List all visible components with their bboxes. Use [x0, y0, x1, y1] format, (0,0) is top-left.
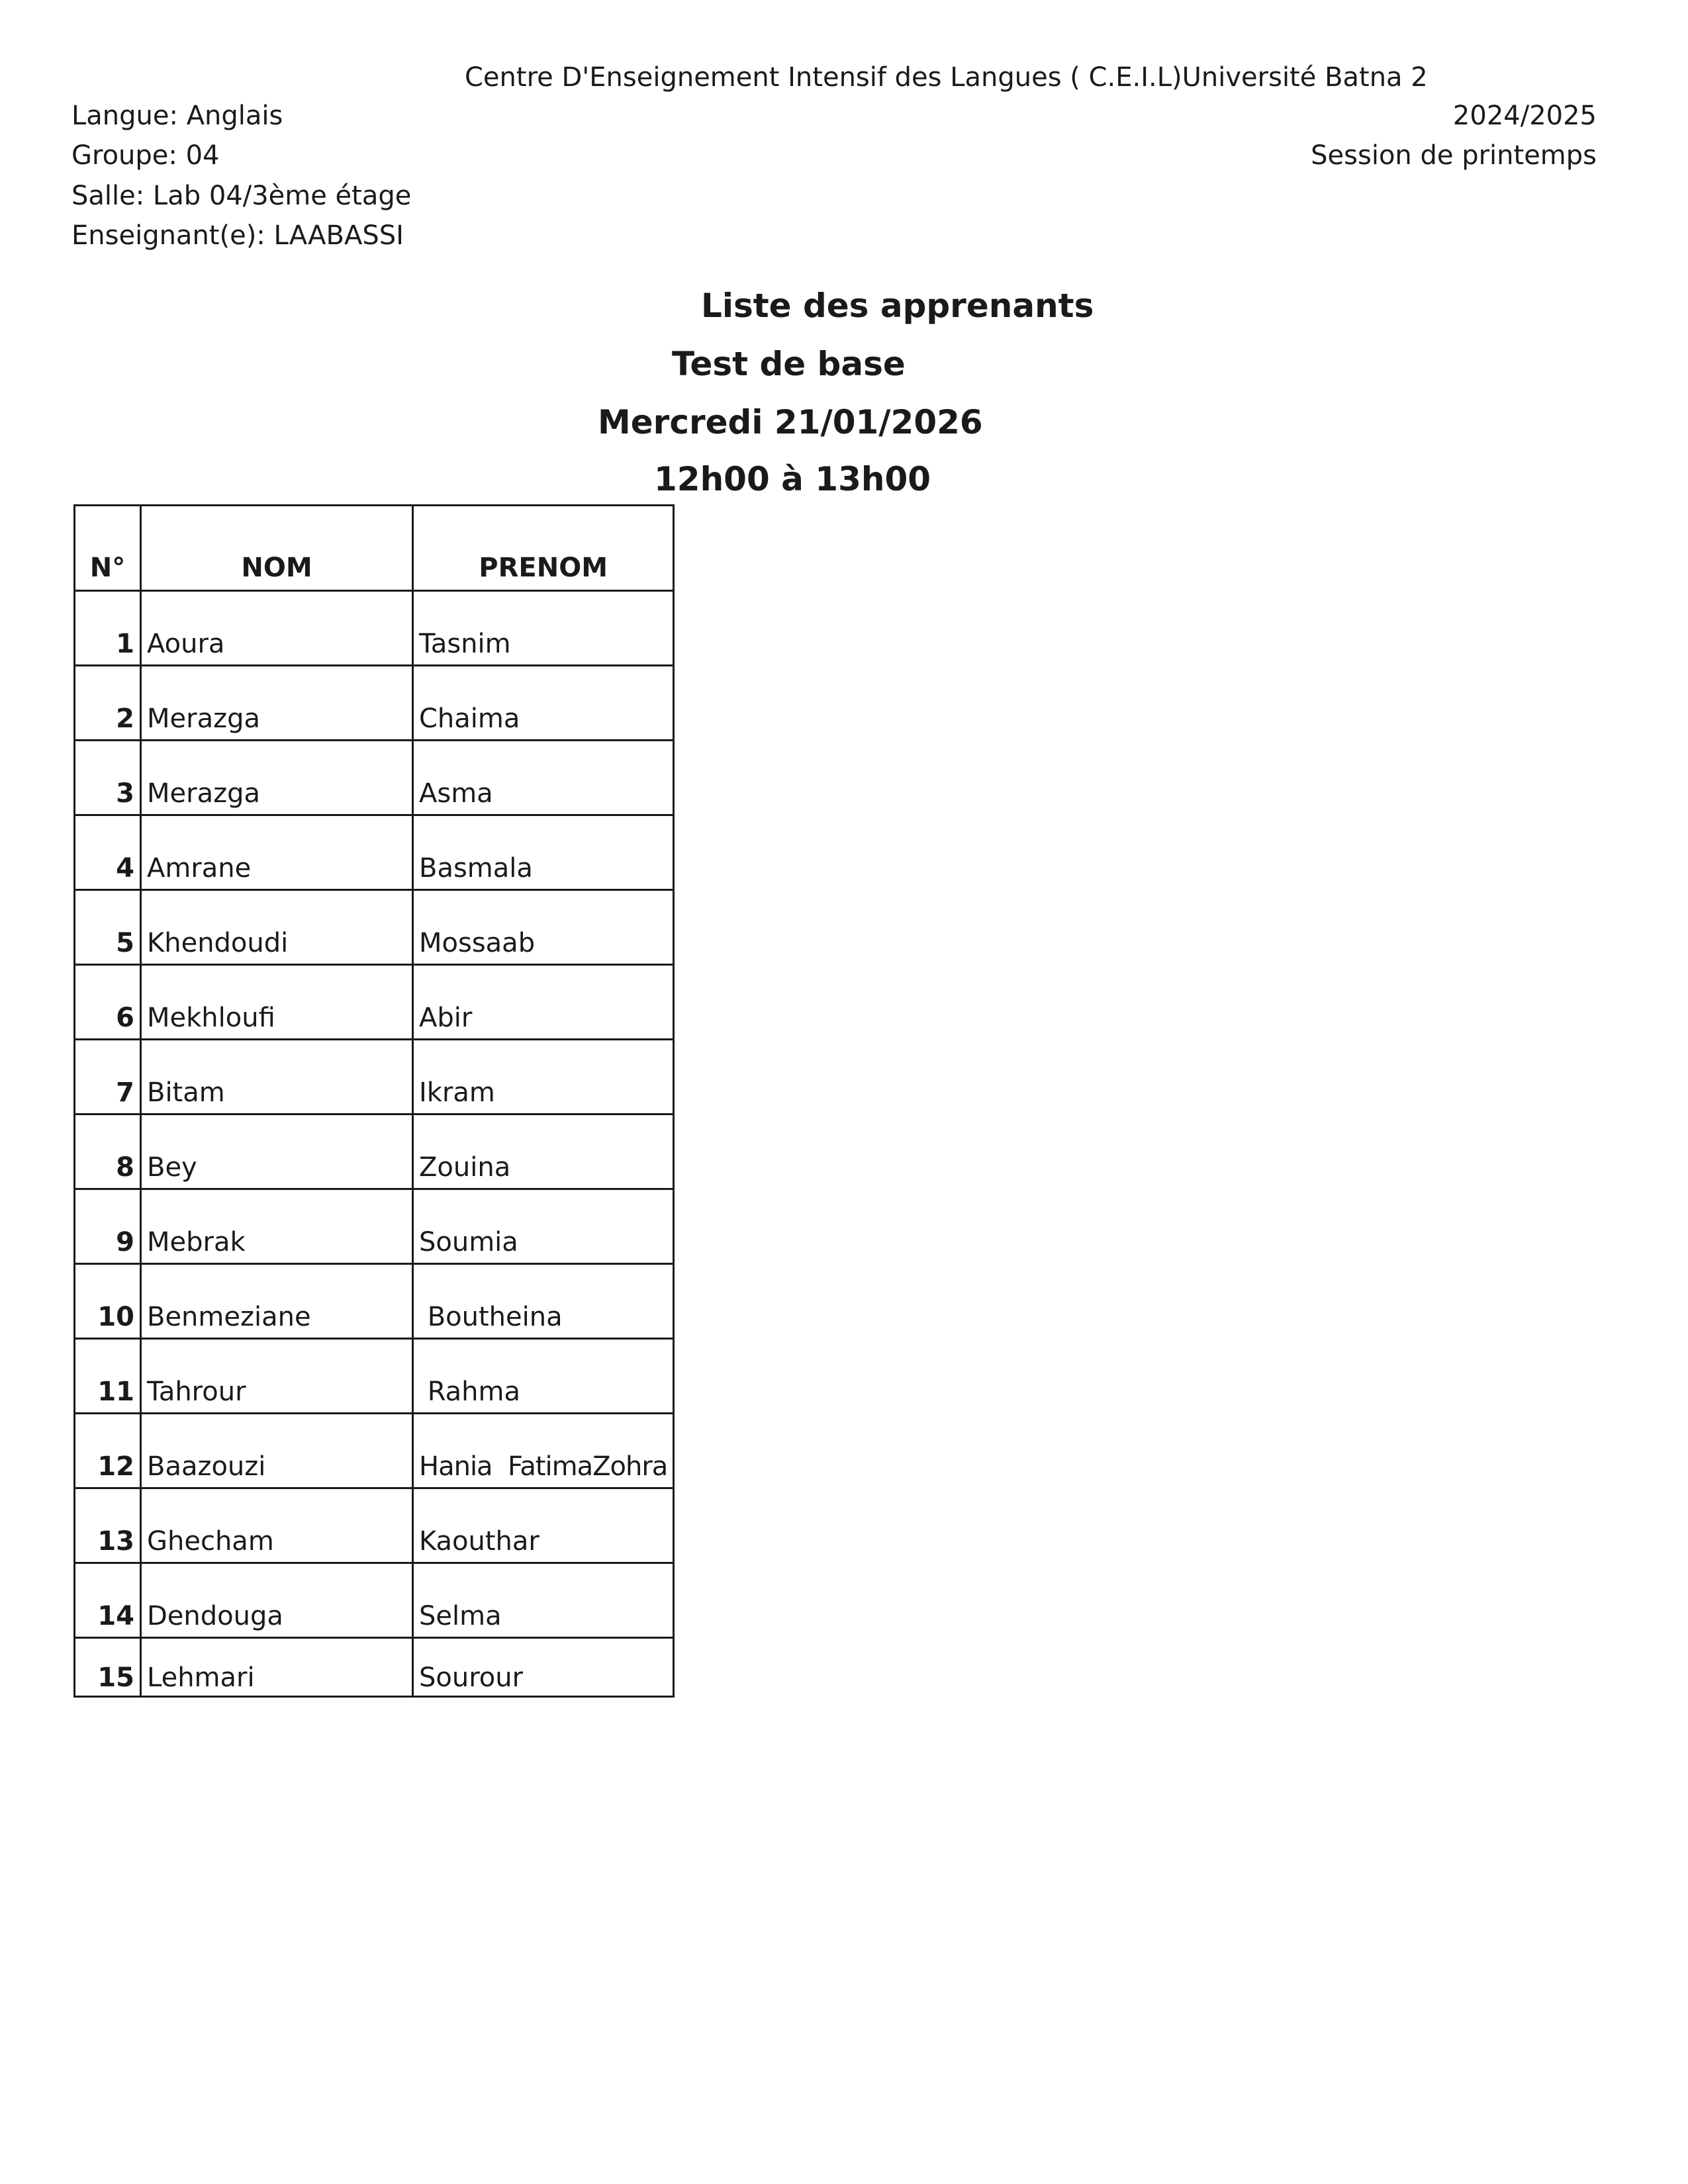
langue-label: Langue: Anglais	[71, 101, 283, 131]
header-nom: NOM	[141, 506, 413, 591]
row-nom: Aoura	[141, 591, 413, 666]
row-nom: Lehmari	[141, 1638, 413, 1697]
row-number: 1	[75, 591, 141, 666]
table-row	[75, 890, 674, 965]
table-row	[75, 965, 674, 1040]
row-prenom: Rahma	[413, 1339, 674, 1414]
row-prenom: Sourour	[413, 1638, 674, 1697]
table-row	[75, 1189, 674, 1264]
row-number: 15	[75, 1638, 141, 1697]
row-prenom: Zouina	[413, 1115, 674, 1189]
row-nom: Merazga	[141, 666, 413, 741]
row-number: 10	[75, 1264, 141, 1339]
row-prenom: Chaima	[413, 666, 674, 741]
row-prenom: Tasnim	[413, 591, 674, 666]
row-number: 4	[75, 815, 141, 890]
table-row	[75, 1264, 674, 1339]
row-number: 9	[75, 1189, 141, 1264]
row-number: 2	[75, 666, 141, 741]
row-nom: Bitam	[141, 1040, 413, 1115]
row-number: 8	[75, 1115, 141, 1189]
row-number: 14	[75, 1563, 141, 1638]
table-row	[75, 1563, 674, 1638]
groupe-label: Groupe: 04	[71, 140, 220, 171]
list-title: Liste des apprenants	[701, 287, 1094, 325]
table-row	[75, 591, 674, 666]
row-number: 5	[75, 890, 141, 965]
enseignant-label: Enseignant(e): LAABASSI	[71, 220, 404, 251]
table-row	[75, 666, 674, 741]
table-row	[75, 1414, 674, 1488]
header-number: N°	[75, 506, 141, 591]
test-title: Test de base	[672, 345, 906, 383]
table-row	[75, 1339, 674, 1414]
row-nom: Tahrour	[141, 1339, 413, 1414]
row-prenom: Boutheina	[413, 1264, 674, 1339]
row-nom: Mekhloufi	[141, 965, 413, 1040]
row-number: 7	[75, 1040, 141, 1115]
row-prenom: Abir	[413, 965, 674, 1040]
row-prenom: Asma	[413, 741, 674, 815]
row-nom: Baazouzi	[141, 1414, 413, 1488]
row-nom: Ghecham	[141, 1488, 413, 1563]
time-title: 12h00 à 13h00	[654, 460, 931, 498]
row-prenom: Mossaab	[413, 890, 674, 965]
table-row	[75, 815, 674, 890]
row-prenom: Kaouthar	[413, 1488, 674, 1563]
row-number: 6	[75, 965, 141, 1040]
row-nom: Mebrak	[141, 1189, 413, 1264]
row-prenom: Soumia	[413, 1189, 674, 1264]
row-number: 11	[75, 1339, 141, 1414]
table-header-row	[75, 506, 674, 591]
table-row	[75, 741, 674, 815]
table-row	[75, 1040, 674, 1115]
row-nom: Dendouga	[141, 1563, 413, 1638]
row-prenom: Hania FatimaZohra	[413, 1414, 674, 1488]
row-number: 12	[75, 1414, 141, 1488]
row-nom: Bey	[141, 1115, 413, 1189]
row-prenom: Basmala	[413, 815, 674, 890]
row-nom: Amrane	[141, 815, 413, 890]
institution-title: Centre D'Enseignement Intensif des Langues ( C.E.I.L)Université Batna 2	[465, 62, 1428, 93]
learners-table	[73, 504, 675, 1698]
row-number: 3	[75, 741, 141, 815]
table-row	[75, 1638, 674, 1697]
table-row	[75, 1488, 674, 1563]
row-nom: Merazga	[141, 741, 413, 815]
session-label: Session de printemps	[1311, 140, 1597, 171]
row-nom: Khendoudi	[141, 890, 413, 965]
date-title: Mercredi 21/01/2026	[598, 403, 983, 441]
row-nom: Benmeziane	[141, 1264, 413, 1339]
salle-label: Salle: Lab 04/3ème étage	[71, 181, 412, 211]
row-number: 13	[75, 1488, 141, 1563]
row-prenom: Selma	[413, 1563, 674, 1638]
row-prenom: Ikram	[413, 1040, 674, 1115]
academic-year: 2024/2025	[1452, 101, 1597, 131]
header-prenom: PRENOM	[413, 506, 674, 591]
table-row	[75, 1115, 674, 1189]
